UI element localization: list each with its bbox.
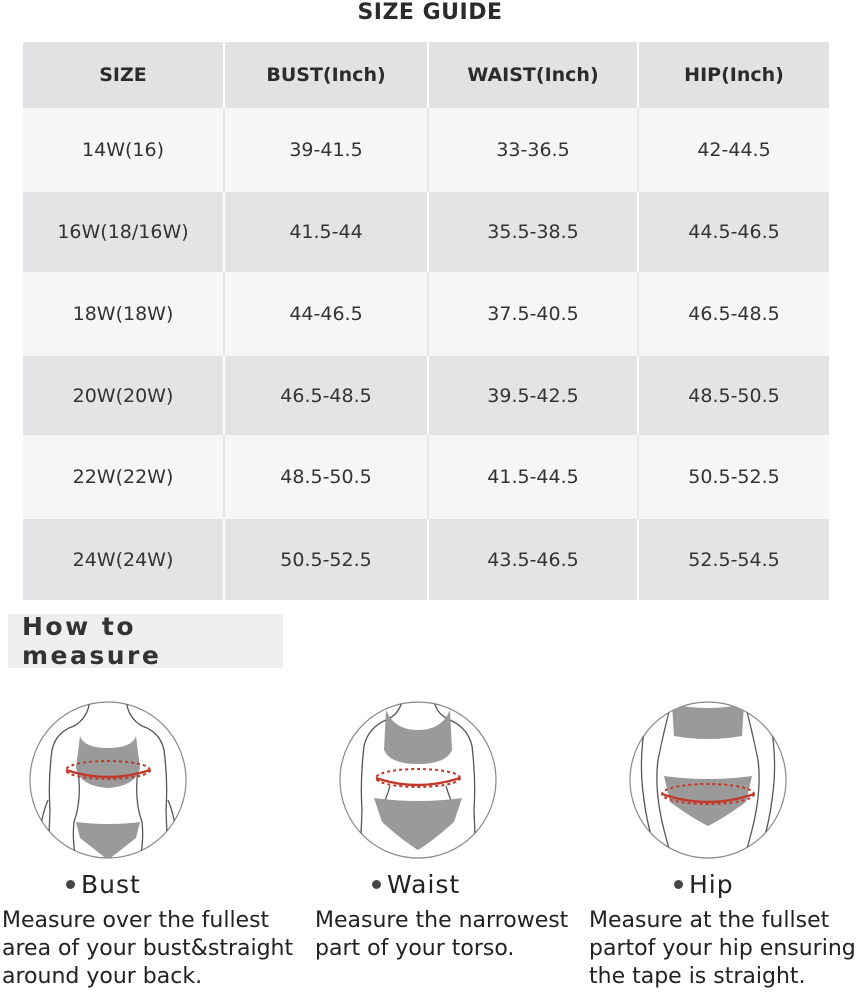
header-size: SIZE <box>99 64 147 86</box>
size-cell: 24W(24W) <box>72 548 174 571</box>
bust-cell: 46.5-48.5 <box>223 356 427 435</box>
waist-cell: 43.5-46.5 <box>427 519 637 600</box>
bullet-icon <box>372 880 381 889</box>
hip-description <box>589 907 856 991</box>
waist-cell: 41.5-44.5 <box>427 435 637 519</box>
bust-cell: 48.5-50.5 <box>223 435 427 519</box>
table-row <box>23 108 829 192</box>
hip-cell: 48.5-50.5 <box>637 356 829 435</box>
waist-illustration <box>338 700 498 860</box>
size-table <box>23 42 829 600</box>
waist-cell: 33-36.5 <box>427 108 637 192</box>
waist-label-text: Waist <box>387 870 461 899</box>
desc-line: Measure over the fullest <box>2 908 270 933</box>
header-hip: HIP(Inch) <box>637 42 829 108</box>
bullet-icon <box>674 880 683 889</box>
header-bust: BUST(Inch) <box>223 42 427 108</box>
size-cell: 20W(20W) <box>72 384 174 407</box>
bust-label-text: Bust <box>81 870 141 899</box>
bust-description <box>2 907 293 991</box>
hip-label-text: Hip <box>689 870 734 899</box>
size-cell: 16W(18/16W) <box>57 221 189 243</box>
desc-line: around your back. <box>2 964 203 989</box>
hip-cell: 46.5-48.5 <box>637 272 829 356</box>
size-cell: 22W(22W) <box>72 466 174 488</box>
hip-cell: 42-44.5 <box>637 108 829 192</box>
desc-line: the tape is straight. <box>589 964 806 989</box>
bust-label <box>66 870 141 899</box>
page-title: SIZE GUIDE <box>357 0 503 25</box>
bust-illustration <box>28 700 188 860</box>
how-to-measure-heading: How to measure <box>8 614 283 668</box>
desc-line: Measure at the fullset <box>589 908 830 933</box>
waist-description <box>315 907 568 963</box>
size-cell: 14W(16) <box>82 139 164 161</box>
hip-cell: 44.5-46.5 <box>637 192 829 272</box>
table-row <box>23 519 829 600</box>
desc-line: Measure the narrowest <box>315 908 569 933</box>
desc-line: area of your bust&straight <box>2 936 294 961</box>
waist-cell: 35.5-38.5 <box>427 192 637 272</box>
table-row <box>23 192 829 272</box>
waist-cell: 37.5-40.5 <box>427 272 637 356</box>
bullet-icon <box>66 880 75 889</box>
hip-cell: 52.5-54.5 <box>637 519 829 600</box>
table-row <box>23 356 829 435</box>
hip-cell: 50.5-52.5 <box>637 435 829 519</box>
waist-label <box>372 870 460 899</box>
bust-cell: 50.5-52.5 <box>223 519 427 600</box>
desc-line: partof your hip ensuring <box>589 936 856 961</box>
table-row <box>23 272 829 356</box>
table-header-row <box>23 42 829 108</box>
desc-line: part of your torso. <box>315 936 515 961</box>
hip-illustration <box>628 700 788 860</box>
bust-cell: 41.5-44 <box>223 192 427 272</box>
size-cell: 18W(18W) <box>72 303 174 325</box>
hip-label <box>674 870 734 899</box>
bust-cell: 44-46.5 <box>223 272 427 356</box>
waist-cell: 39.5-42.5 <box>427 356 637 435</box>
bust-cell: 39-41.5 <box>223 108 427 192</box>
header-waist: WAIST(Inch) <box>427 42 637 108</box>
table-row <box>23 435 829 519</box>
